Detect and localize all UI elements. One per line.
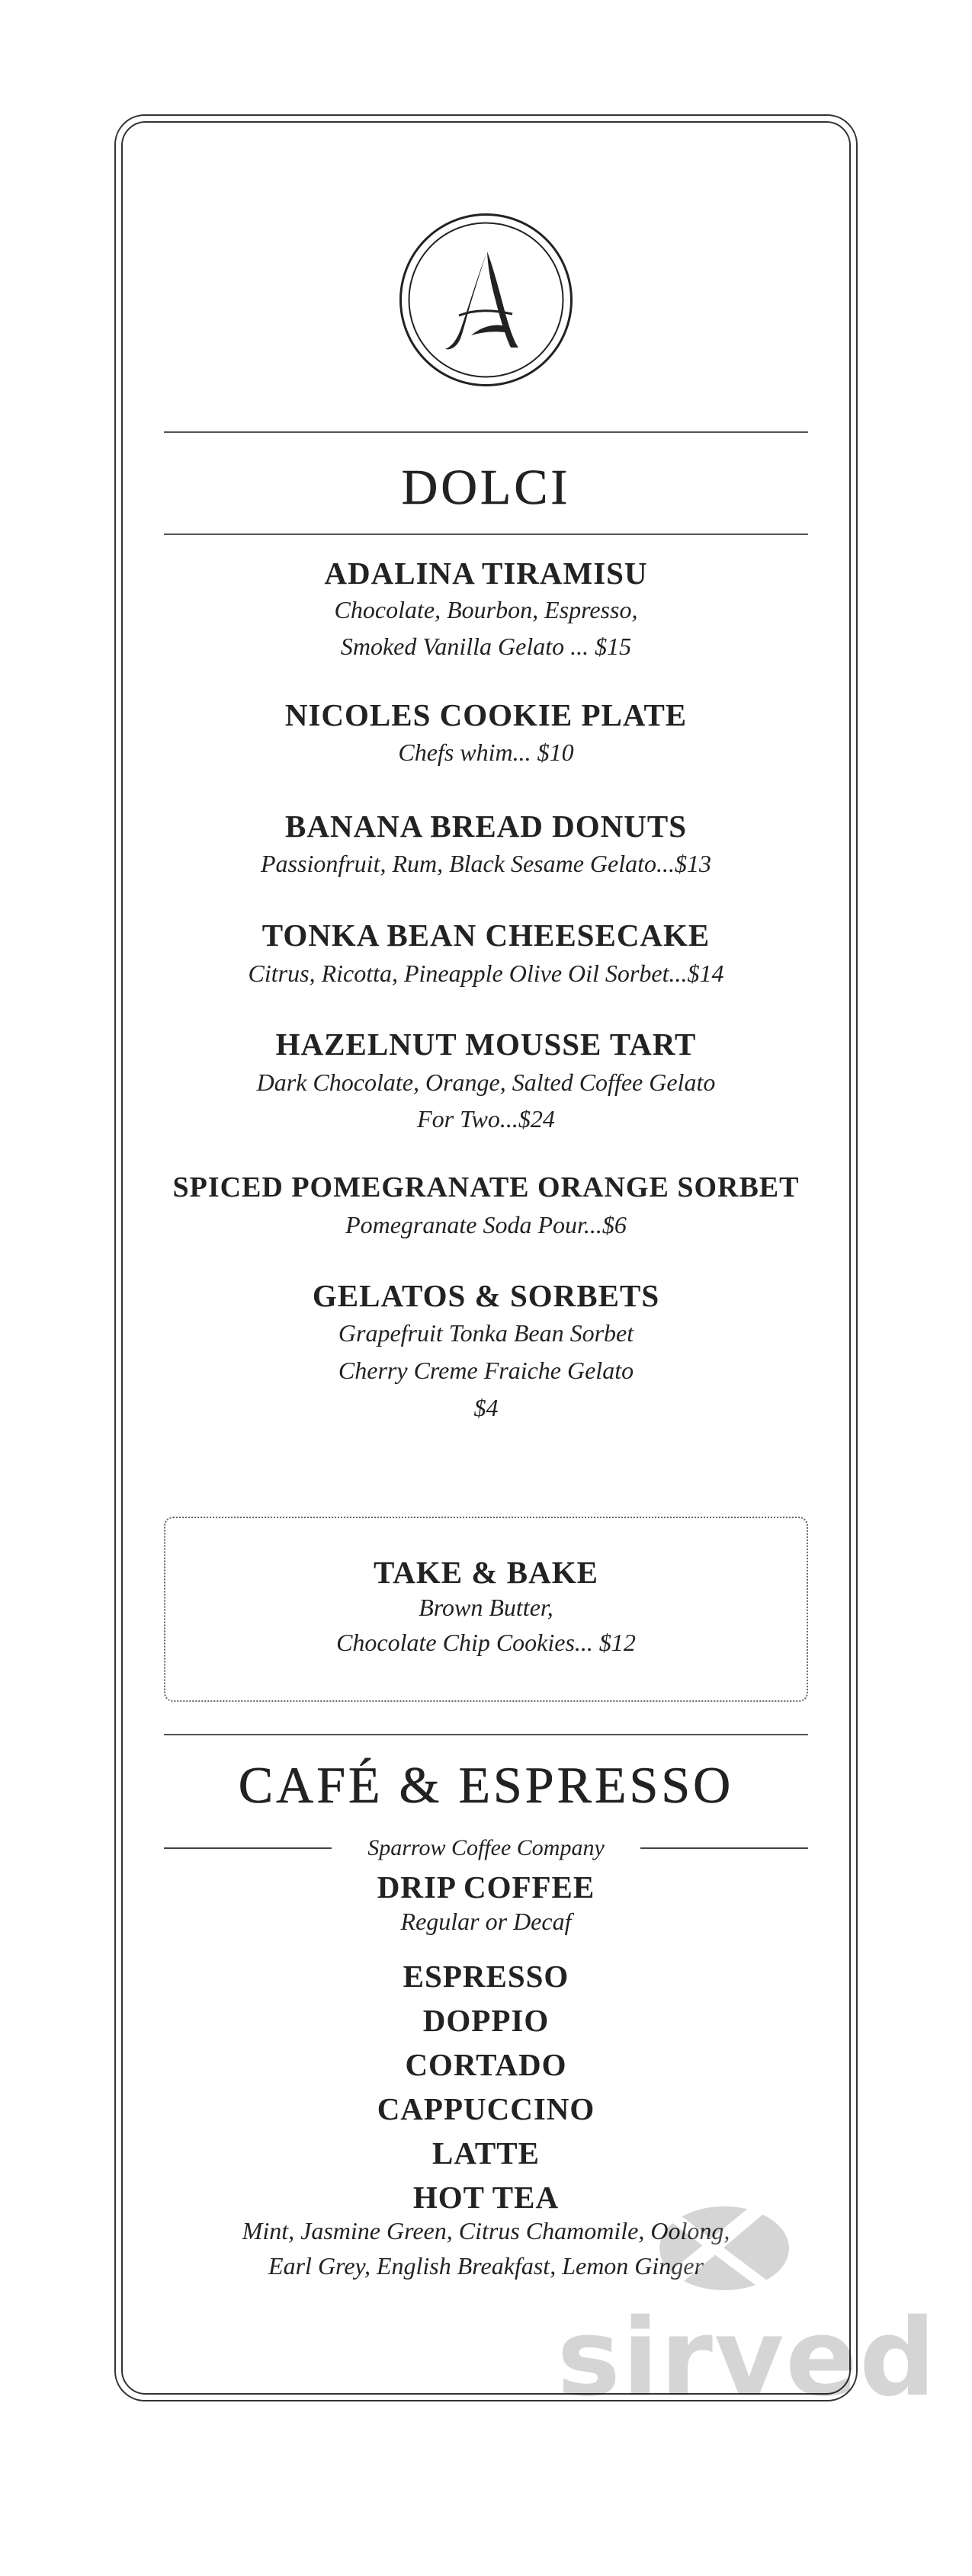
item-name: TONKA BEAN CHEESECAKE: [261, 918, 711, 953]
divider-top: [164, 431, 808, 433]
item-desc: Citrus, Ricotta, Pineapple Olive Oil Sorbet...$14: [248, 960, 724, 987]
item-desc: Dark Chocolate, Orange, Salted Coffee Gelato: [256, 1069, 716, 1096]
item-name: SPICED POMEGRANATE ORANGE SORBET: [172, 1171, 800, 1203]
drip-coffee-name: DRIP COFFEE: [377, 1870, 595, 1905]
divider-cafe: [164, 1734, 808, 1735]
tea-desc: Mint, Jasmine Green, Citrus Chamomile, Oolong,: [242, 2217, 730, 2244]
item-desc: Chocolate, Bourbon, Espresso,: [334, 596, 638, 623]
item-name: ADALINA TIRAMISU: [324, 556, 648, 591]
item-name: GELATOS & SORBETS: [312, 1278, 660, 1313]
drip-coffee-desc: Regular or Decaf: [400, 1908, 572, 1935]
drink-name: CAPPUCCINO: [377, 2091, 595, 2126]
watermark-text: sirved: [557, 2296, 938, 2421]
item-desc: Chocolate Chip Cookies... $12: [336, 1629, 636, 1656]
cafe-subtitle: Sparrow Coffee Company: [367, 1835, 605, 1860]
tea-desc: Earl Grey, English Breakfast, Lemon Ginger: [268, 2252, 704, 2280]
item-desc: Smoked Vanilla Gelato ... $15: [340, 633, 632, 660]
item-name: HAZELNUT MOUSSE TART: [275, 1027, 697, 1062]
cafe-title: CAFÉ & ESPRESSO: [238, 1756, 734, 1814]
divider-dolci: [164, 533, 808, 535]
sirved-watermark: [549, 2157, 945, 2431]
item-desc: For Two...$24: [417, 1105, 555, 1133]
drink-name: DOPPIO: [422, 2003, 550, 2038]
item-name: NICOLES COOKIE PLATE: [284, 697, 688, 732]
drink-name: HOT TEA: [412, 2180, 560, 2215]
item-desc: Brown Butter,: [419, 1594, 553, 1621]
drink-name: ESPRESSO: [403, 1959, 569, 1994]
item-desc: Passionfruit, Rum, Black Sesame Gelato...$13: [260, 850, 712, 877]
fork-knife-plate-icon: [640, 2157, 808, 2309]
item-desc: $4: [473, 1394, 499, 1421]
adalina-logo-icon: [398, 212, 574, 388]
item-desc: Cherry Creme Fraiche Gelato: [338, 1357, 634, 1384]
take-and-bake-name: TAKE & BAKE: [374, 1555, 598, 1590]
drink-name: CORTADO: [405, 2047, 567, 2082]
drink-name: LATTE: [432, 2135, 540, 2171]
item-desc: Chefs whim... $10: [398, 739, 574, 766]
dolci-title: DOLCI: [401, 460, 571, 515]
item-desc: Pomegranate Soda Pour...$6: [345, 1211, 627, 1238]
item-name: BANANA BREAD DONUTS: [284, 809, 687, 844]
item-desc: Grapefruit Tonka Bean Sorbet: [338, 1319, 634, 1347]
